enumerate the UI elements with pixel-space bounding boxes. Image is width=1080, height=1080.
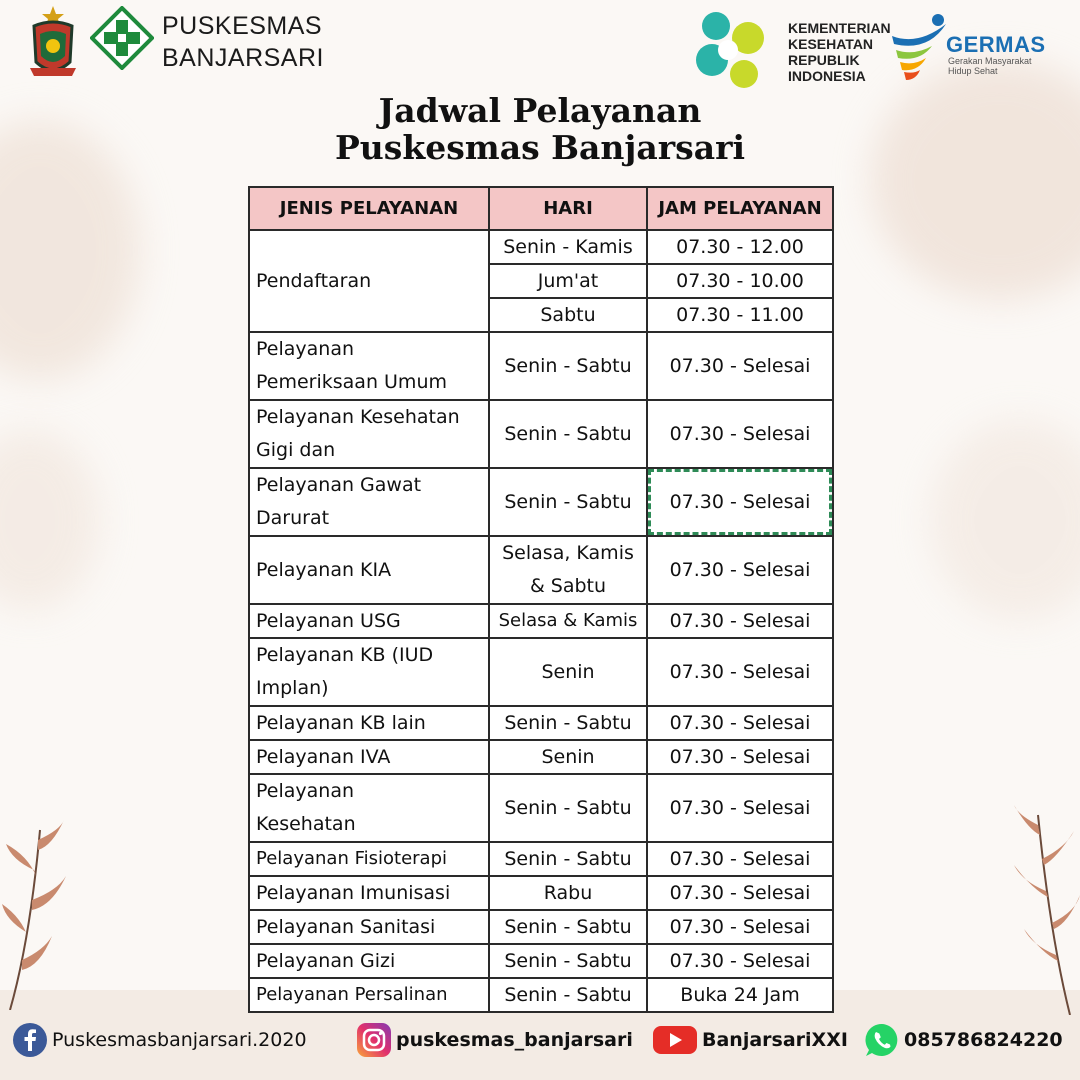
- schedule-table-wrapper: [248, 186, 834, 1013]
- brand-line: BANJARSARI: [162, 44, 324, 72]
- facebook-link[interactable]: [12, 1018, 307, 1062]
- day-cell: Rabu: [489, 876, 647, 910]
- service-cell: Pelayanan KIA: [249, 536, 489, 604]
- kemenkes-logo-icon: [686, 8, 778, 100]
- whatsapp-link[interactable]: [864, 1018, 1063, 1062]
- table-row: [249, 706, 833, 740]
- service-cell: Pelayanan USG: [249, 604, 489, 638]
- schedule-table: [248, 186, 834, 1013]
- service-cell: Pelayanan Kesehatan: [249, 774, 489, 842]
- hour-cell-selected[interactable]: 07.30 - Selesai: [647, 468, 833, 536]
- table-row: [249, 332, 833, 400]
- ministry-line: INDONESIA: [788, 68, 866, 84]
- hour-cell: 07.30 - 12.00: [647, 230, 833, 264]
- ministry-name: [788, 20, 891, 84]
- day-cell: Senin - Sabtu: [489, 978, 647, 1012]
- facebook-icon: [12, 1022, 48, 1058]
- whatsapp-icon: [864, 1022, 900, 1058]
- youtube-icon: [652, 1022, 698, 1058]
- service-cell: Pelayanan Gizi: [249, 944, 489, 978]
- day-cell: Senin - Sabtu: [489, 400, 647, 468]
- day-cell: Jum'at: [489, 264, 647, 298]
- day-cell: Senin - Sabtu: [489, 842, 647, 876]
- table-row: [249, 910, 833, 944]
- watercolor-blob: [930, 420, 1080, 620]
- day-cell: Senin - Sabtu: [489, 774, 647, 842]
- hour-cell: Buka 24 Jam: [647, 978, 833, 1012]
- ministry-line: KESEHATAN: [788, 36, 874, 52]
- day-cell: Sabtu: [489, 298, 647, 332]
- table-row: [249, 230, 833, 264]
- table-row: [249, 638, 833, 706]
- germas-title: GERMAS: [946, 32, 1046, 57]
- hour-cell: 07.30 - Selesai: [647, 332, 833, 400]
- table-row: [249, 842, 833, 876]
- day-cell: Senin: [489, 638, 647, 706]
- table-row: [249, 944, 833, 978]
- day-cell: Senin: [489, 740, 647, 774]
- page-title: Jadwal Pelayanan: [378, 91, 702, 130]
- facebook-handle: Puskesmasbanjarsari.2020: [52, 1029, 307, 1051]
- instagram-icon: [356, 1022, 392, 1058]
- hour-cell: 07.30 - Selesai: [647, 910, 833, 944]
- instagram-handle: puskesmas_banjarsari: [396, 1029, 633, 1051]
- youtube-link[interactable]: [652, 1018, 848, 1062]
- column-header-hours: JAM PELAYANAN: [647, 187, 833, 230]
- day-cell: Senin - Sabtu: [489, 332, 647, 400]
- leaf-branch-icon: [0, 820, 80, 1010]
- table-row: [249, 536, 833, 604]
- column-header-day: HARI: [489, 187, 647, 230]
- day-cell: Senin - Kamis: [489, 230, 647, 264]
- whatsapp-number: 085786824220: [904, 1029, 1063, 1051]
- service-cell: Pelayanan KB lain: [249, 706, 489, 740]
- germas-sub-line: Gerakan Masyarakat: [948, 56, 1032, 66]
- table-row: [249, 740, 833, 774]
- ministry-line: KEMENTERIAN: [788, 20, 891, 36]
- column-header-service: JENIS PELAYANAN: [249, 187, 489, 230]
- instagram-link[interactable]: [356, 1018, 633, 1062]
- hour-cell: 07.30 - Selesai: [647, 774, 833, 842]
- clinic-brand: [162, 10, 324, 74]
- germas-logo-icon: [888, 12, 950, 86]
- table-row: [249, 978, 833, 1012]
- day-cell: Senin - Sabtu: [489, 944, 647, 978]
- hour-cell: 07.30 - Selesai: [647, 638, 833, 706]
- brand-line: PUSKESMAS: [162, 12, 323, 40]
- table-row: [249, 468, 833, 536]
- service-cell: Pelayanan Fisioterapi: [249, 842, 489, 876]
- day-cell: Selasa & Kamis: [489, 604, 647, 638]
- ministry-line: REPUBLIK: [788, 52, 860, 68]
- hour-cell: 07.30 - Selesai: [647, 876, 833, 910]
- leaf-branch-icon: [990, 805, 1080, 1015]
- hour-cell: 07.30 - Selesai: [647, 536, 833, 604]
- germas-sub-line: Hidup Sehat: [948, 66, 998, 76]
- table-row: [249, 400, 833, 468]
- service-cell: Pelayanan KB (IUD Implan): [249, 638, 489, 706]
- table-row: [249, 604, 833, 638]
- day-cell: Senin - Sabtu: [489, 706, 647, 740]
- day-cell: Senin - Sabtu: [489, 468, 647, 536]
- social-footer: [0, 1018, 1080, 1062]
- watercolor-blob: [0, 430, 100, 610]
- day-cell: Selasa, Kamis & Sabtu: [489, 536, 647, 604]
- service-cell: Pelayanan Sanitasi: [249, 910, 489, 944]
- hour-cell: 07.30 - Selesai: [647, 706, 833, 740]
- service-cell: Pelayanan Persalinan: [249, 978, 489, 1012]
- page-subtitle: Puskesmas Banjarsari: [334, 128, 746, 167]
- hour-cell: 07.30 - Selesai: [647, 400, 833, 468]
- service-cell: Pelayanan Imunisasi: [249, 876, 489, 910]
- youtube-channel: BanjarsariXXI: [702, 1029, 848, 1051]
- hour-cell: 07.30 - 10.00: [647, 264, 833, 298]
- hour-cell: 07.30 - Selesai: [647, 944, 833, 978]
- hour-cell: 07.30 - Selesai: [647, 740, 833, 774]
- table-row: [249, 774, 833, 842]
- table-header-row: [249, 187, 833, 230]
- health-cross-icon: [90, 6, 154, 70]
- hour-cell: 07.30 - Selesai: [647, 604, 833, 638]
- regional-emblem-icon: [26, 4, 80, 82]
- hour-cell: 07.30 - Selesai: [647, 842, 833, 876]
- table-row: [249, 876, 833, 910]
- service-cell: Pelayanan Pemeriksaan Umum: [249, 332, 489, 400]
- day-cell: Senin - Sabtu: [489, 910, 647, 944]
- service-cell: Pelayanan IVA: [249, 740, 489, 774]
- service-cell: Pelayanan Gawat Darurat: [249, 468, 489, 536]
- germas-subtitle: [948, 56, 1032, 76]
- hour-cell: 07.30 - 11.00: [647, 298, 833, 332]
- service-cell: Pelayanan Kesehatan Gigi dan: [249, 400, 489, 468]
- service-cell: Pendaftaran: [249, 230, 489, 332]
